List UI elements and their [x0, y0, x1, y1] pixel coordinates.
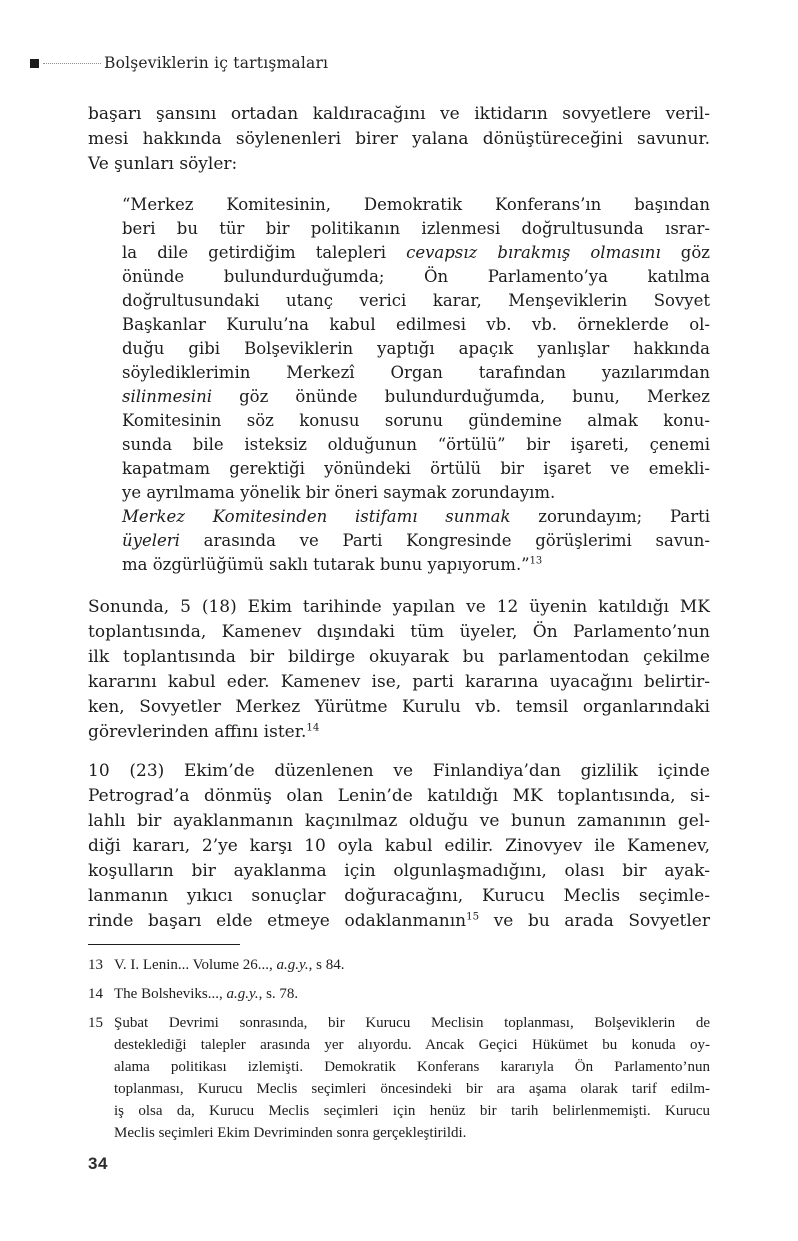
text-run: ilk toplantısında bir bildirge okuyarak bu parlamentodan çekilme	[88, 647, 710, 667]
text-run: söylediklerimin Merkezî Organ tarafından yazılarımdan	[122, 363, 710, 382]
text-run: a.g.y.	[276, 957, 309, 973]
text-run: Komitesinin söz konusu sorunu gündemine almak konu-	[122, 411, 710, 430]
footnotes	[88, 944, 710, 1151]
text-line	[122, 289, 710, 313]
text-line	[88, 670, 710, 695]
text-run: duğu gibi Bolşeviklerin yaptığı apaçık yanlışlar hakkında	[122, 339, 710, 358]
text-run: “Merkez Komitesinin, Demokratik Konferans’ın başından	[122, 195, 710, 214]
text-run: üyeleri	[122, 531, 180, 550]
footnote-reference: 14	[306, 722, 320, 734]
text-line	[122, 313, 710, 337]
text-line	[122, 361, 710, 385]
text-line	[122, 481, 710, 505]
footnote-item-15	[88, 1012, 710, 1144]
text-run: Ve şunları söyler:	[88, 154, 238, 174]
text-line	[122, 193, 710, 217]
footnote-reference: 13	[529, 555, 543, 567]
footnote-text	[114, 954, 710, 976]
text-run: toplanması, Kurucu Meclis seçimleri öncesindeki bir ara aşama olarak tarif edilm-	[114, 1081, 710, 1097]
text-run: iş olsa da, Kurucu Meclis seçimleri için henüz bir tarih belirlenmemişti. Kurucu	[114, 1103, 710, 1119]
text-run: göz önünde bulundurduğumda, bunu, Merkez	[212, 387, 710, 406]
text-run: ma özgürlüğümü saklı tutarak bunu yapıyorum.”	[122, 555, 530, 574]
text-run: kararını kabul eder. Kamenev ise, parti kararına uyacağını belirtir-	[88, 672, 710, 692]
text-run: alama politikası izlemişti. Demokratik Konferans kararıyla Ön Parlamento’nun	[114, 1059, 710, 1075]
text-run: mesi hakkında söylenenleri birer yalana dönüştüreceğini savunur.	[88, 129, 710, 149]
text-run: kapatmam gerektiği yönündeki örtülü bir işaret ve emekli-	[122, 459, 710, 478]
text-run: 10 (23) Ekim’de düzenlenen ve Finlandiya’dan gizlilik içinde	[88, 761, 710, 781]
text-line	[88, 720, 710, 745]
text-run: desteklediği talepler arasında yer alıyordu. Ancak Geçici Hükümet bu konuda oy-	[114, 1037, 710, 1053]
text-line	[88, 152, 710, 177]
text-line	[88, 759, 710, 784]
text-line	[88, 784, 710, 809]
text-run: koşulların bir ayaklanma için olgunlaşmadığını, olası bir ayak-	[88, 861, 710, 881]
text-run: ye ayrılmama yönelik bir öneri saymak zorundayım.	[122, 483, 556, 502]
text-line	[88, 859, 710, 884]
text-line	[88, 884, 710, 909]
text-run: doğrultusundaki utanç verici karar, Menşeviklerin Sovyet	[122, 291, 710, 310]
quote-para-2	[122, 505, 710, 577]
text-line	[114, 1078, 710, 1100]
text-run: Sonunda, 5 (18) Ekim tarihinde yapılan ve 12 üyenin katıldığı MK	[88, 597, 710, 617]
text-line	[88, 127, 710, 152]
footnote-reference: 15	[466, 911, 480, 923]
text-run: önünde bulundurduğumda; Ön Parlamento’ya katılma	[122, 267, 710, 286]
text-line	[88, 620, 710, 645]
text-run: , s 84.	[308, 957, 345, 973]
text-line	[122, 529, 710, 553]
text-line	[122, 409, 710, 433]
text-line	[122, 241, 710, 265]
text-line	[114, 1034, 710, 1056]
text-run: zorundayım; Parti	[510, 507, 710, 526]
text-line	[114, 1012, 710, 1034]
quote-para-1	[122, 193, 710, 505]
text-run: Meclis seçimleri Ekim Devriminden sonra gerçekleştirildi.	[114, 1125, 467, 1141]
text-line	[122, 553, 710, 577]
text-line	[122, 337, 710, 361]
text-line	[88, 834, 710, 859]
text-line	[88, 695, 710, 720]
text-run: cevapsız bırakmış olmasını	[406, 243, 661, 262]
text-line	[88, 645, 710, 670]
text-run: göz	[660, 243, 710, 262]
text-run: la dile getirdiğim talepleri	[122, 243, 407, 262]
footnote-text	[114, 1012, 710, 1144]
footnote-number: 14	[88, 986, 103, 1002]
text-run: Merkez Komitesinden istifamı sunmak	[122, 507, 511, 526]
footnote-number: 13	[88, 957, 103, 973]
dotted-line	[43, 62, 101, 64]
text-run: silinmesini	[122, 387, 212, 406]
text-line	[114, 954, 710, 976]
text-run: diği kararı, 2’ye karşı 10 oyla kabul edilir. Zinovyev ile Kamenev,	[88, 836, 710, 856]
text-run: toplantısında, Kamenev dışındaki tüm üyeler, Ön Parlamento’nun	[88, 622, 710, 642]
text-run: Petrograd’a dönmüş olan Lenin’de katıldığı MK toplantısında, si-	[88, 786, 710, 806]
text-line	[114, 1122, 710, 1144]
text-run: görevlerinden affını ister.	[88, 722, 307, 742]
para-october-meeting	[88, 759, 710, 934]
text-line	[88, 102, 710, 127]
page-number: 34	[88, 1154, 108, 1173]
square-bullet-icon	[30, 59, 39, 68]
text-line	[88, 595, 710, 620]
para-mk-meeting	[88, 595, 710, 745]
text-run: Başkanlar Kurulu’na kabul edilmesi vb. vb. örneklerde ol-	[122, 315, 710, 334]
para-opening	[88, 102, 710, 177]
footnote-item-14	[88, 983, 710, 1005]
text-line	[122, 433, 710, 457]
text-run: a.g.y.	[226, 986, 259, 1002]
text-run: lahlı bir ayaklanmanın kaçınılmaz olduğu ve bunun zamanının gel-	[88, 811, 710, 831]
text-run: The Bolsheviks...,	[114, 986, 227, 1002]
text-run: V. I. Lenin... Volume 26...,	[114, 957, 277, 973]
text-run: beri bu tür bir politikanın izlenmesi doğrultusunda ısrar-	[122, 219, 710, 238]
footnote-number: 15	[88, 1015, 103, 1031]
text-run: ve bu arada Sovyetler	[479, 911, 710, 931]
footnote-separator	[88, 944, 240, 945]
text-run: başarı şansını ortadan kaldıracağını ve iktidarın sovyetlere veril-	[88, 104, 710, 124]
running-head	[30, 54, 328, 72]
text-line	[88, 809, 710, 834]
text-line	[122, 385, 710, 409]
text-run: lanmanın yıkıcı sonuçlar doğuracağını, Kurucu Meclis seçimle-	[88, 886, 710, 906]
text-line	[122, 217, 710, 241]
text-run: sunda bile isteksiz olduğunun “örtülü” bir işareti, çenemi	[122, 435, 710, 454]
text-line	[122, 265, 710, 289]
footnote-text	[114, 983, 710, 1005]
text-line	[88, 909, 710, 934]
text-run: Şubat Devrimi sonrasında, bir Kurucu Meclisin toplanması, Bolşeviklerin de	[114, 1015, 710, 1031]
text-run: rinde başarı elde etmeye odaklanmanın	[88, 911, 467, 931]
footnote-item-13	[88, 954, 710, 976]
text-run: arasında ve Parti Kongresinde görüşlerimi savun-	[179, 531, 710, 550]
text-line	[114, 1100, 710, 1122]
text-line	[122, 457, 710, 481]
text-column	[88, 102, 710, 934]
text-line	[114, 983, 710, 1005]
text-run: ken, Sovyetler Merkez Yürütme Kurulu vb. temsil organlarındaki	[88, 697, 710, 717]
text-line	[122, 505, 710, 529]
text-line	[114, 1056, 710, 1078]
running-head-title: Bolşeviklerin iç tartışmaları	[104, 54, 329, 72]
footnote-list	[88, 954, 710, 1144]
text-run: , s. 78.	[258, 986, 299, 1002]
